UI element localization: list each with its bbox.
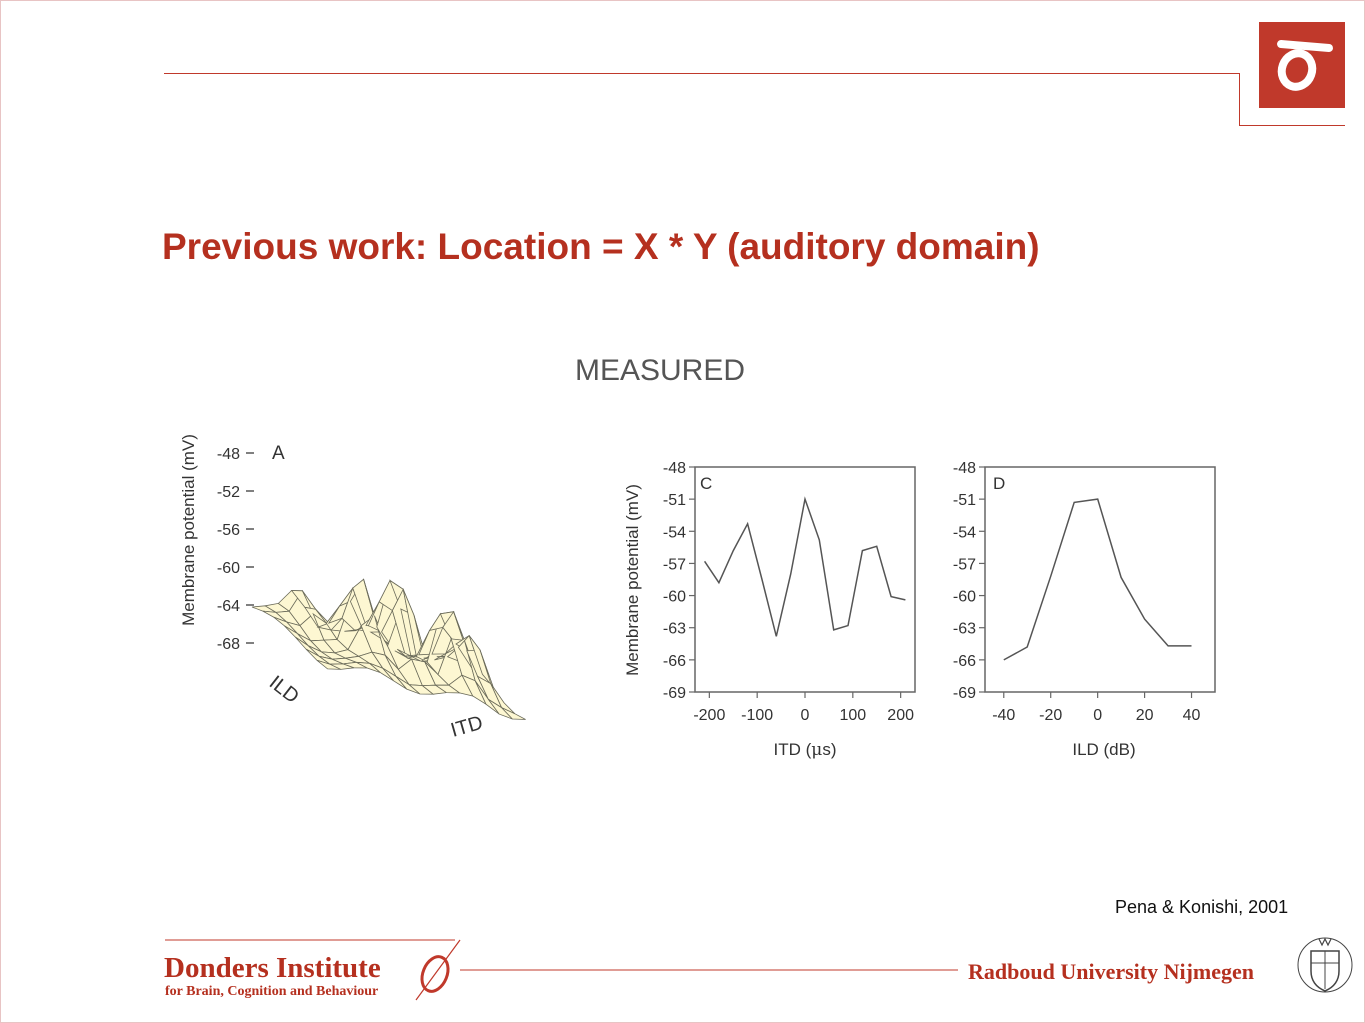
panel-c-ylabel: Membrane potential (mV) [623, 484, 642, 676]
panel-a-ztick-label: -52 [216, 484, 240, 501]
panel-c-xlabel-suffix: s) [822, 740, 837, 759]
panel-d-label: D [993, 474, 1006, 493]
panel-d-xlabel: ILD (dB) [1072, 740, 1136, 759]
header-corner-horizontal [1239, 125, 1345, 126]
panel-d-ytick-label: -51 [952, 492, 976, 510]
panel-c-xtick-label: -100 [741, 707, 774, 724]
radboud-name: Radboud University Nijmegen [968, 959, 1255, 984]
footer [160, 930, 1360, 1010]
panel-a-ild-label: ILD [264, 671, 303, 709]
donders-logo-square [1259, 22, 1345, 108]
panel-c-chart [623, 460, 915, 760]
panel-a-ztick-label: -60 [216, 560, 240, 577]
panel-a-surface [179, 434, 526, 742]
panel-a-z-axis [217, 446, 254, 653]
panel-a-itd-label: ITD [448, 711, 486, 742]
radboud-seal [1298, 938, 1352, 992]
panel-c-xtick-label: -200 [693, 707, 726, 724]
donders-name: Donders Institute [164, 952, 381, 984]
panel-d-ytick-label: -60 [952, 588, 976, 606]
panel-a-ztick-label: -68 [216, 636, 240, 653]
panel-d-ytick-label: -48 [952, 460, 976, 477]
panel-d-xtick-label: 0 [1093, 707, 1103, 724]
panel-d-ytick-label: -66 [952, 652, 976, 670]
slide-title: Previous work: Location = X * Y (auditory domain) [162, 226, 1040, 267]
panel-a-ztick-label: -64 [216, 598, 240, 615]
panel-d-xtick-label: -20 [1039, 707, 1063, 724]
figure [160, 345, 1220, 765]
header-corner-vertical [1239, 73, 1240, 126]
panel-d-xtick-label: 20 [1135, 707, 1154, 724]
panel-c-axes [663, 460, 914, 724]
panel-a-ztick-label: -56 [216, 522, 240, 539]
panel-c-xlabel-mu: μ [811, 740, 823, 760]
panel-c-ytick-label: -66 [662, 652, 686, 670]
panel-d-frame [985, 467, 1215, 692]
panel-c-series-line [705, 499, 906, 636]
panel-d-xtick-label: -40 [992, 707, 1016, 724]
panel-c-xtick-label: 100 [839, 707, 867, 724]
panel-d-ytick-label: -63 [952, 620, 976, 638]
donders-subtitle: for Brain, Cognition and Behaviour [165, 984, 379, 999]
panel-c-ytick-label: -69 [662, 685, 686, 702]
donders-logo-stroke [1281, 44, 1329, 48]
panel-d-series-line [1004, 499, 1192, 660]
panel-a-label: A [272, 443, 285, 464]
panel-d-ytick-label: -69 [952, 685, 976, 702]
panel-d-chart [953, 460, 1215, 759]
panel-c-ytick-label: -48 [662, 460, 686, 477]
panel-c-ytick-label: -60 [662, 588, 686, 606]
panel-c-label: C [700, 474, 713, 493]
donders-logo [1259, 22, 1345, 108]
panel-d-xtick-label: 40 [1182, 707, 1201, 724]
panel-c-xtick-label: 200 [887, 707, 915, 724]
panel-c-xtick-label: 0 [800, 707, 810, 724]
panel-d-ytick-label: -54 [952, 524, 976, 542]
panel-d-ytick-label: -57 [952, 556, 976, 574]
panel-a-ylabel: Membrane potential (mV) [179, 434, 198, 626]
panel-c-ytick-label: -63 [662, 620, 686, 638]
panel-d-axes [953, 460, 1201, 724]
donders-footer-mark [416, 940, 460, 1000]
panel-a-ztick-label: -48 [216, 446, 240, 463]
panel-c-ytick-label: -54 [662, 524, 686, 542]
header-rule [164, 73, 1240, 74]
panel-c-ytick-label: -57 [662, 556, 686, 574]
panel-c-xlabel-prefix: ITD ( [773, 740, 812, 759]
panel-c-xlabel [773, 740, 836, 760]
panel-c-ytick-label: -51 [662, 492, 686, 510]
figure-heading: MEASURED [574, 354, 746, 387]
citation: Pena & Konishi, 2001 [1115, 897, 1289, 917]
